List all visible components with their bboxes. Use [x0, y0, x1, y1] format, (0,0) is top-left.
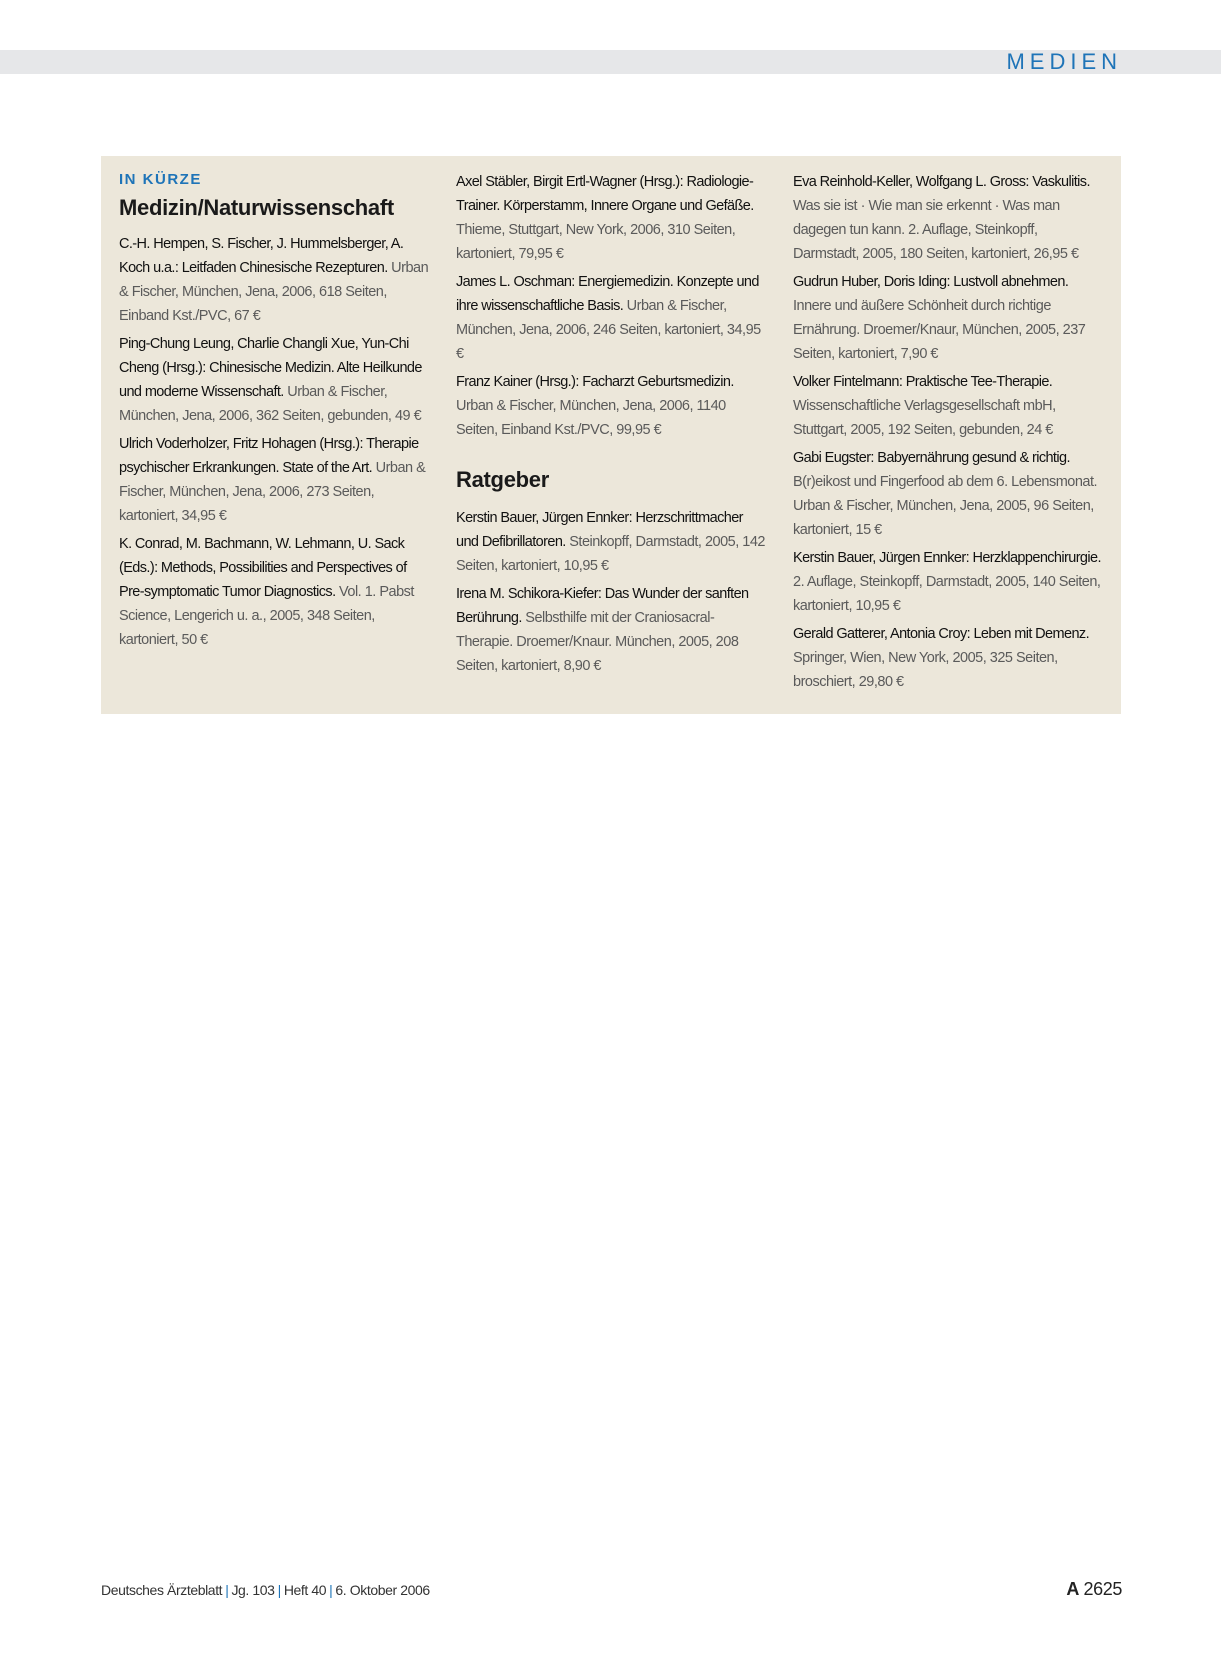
entry-details: 2. Auflage, Steinkopff, Darmstadt, 2005, 140 Seiten, kartoniert, 10,95 €: [793, 574, 1101, 614]
entry-title: C.-H. Hempen, S. Fischer, J. Hummelsberger, A. Koch u.a.: Leitfaden Chinesische Rezepturen.: [119, 236, 404, 276]
entry-list: [456, 506, 766, 678]
entry-title: James L. Oschman: Energiemedizin. Konzepte und ihre wissenschaftliche Basis.: [456, 274, 759, 314]
separator: |: [225, 1582, 229, 1598]
entry-list: [456, 170, 766, 442]
book-entry: [456, 270, 766, 366]
section-label: MEDIEN: [1006, 49, 1122, 74]
entry-details: Urban & Fischer, München, Jena, 2006, 1140 Seiten, Einband Kst./PVC, 99,95 €: [456, 398, 726, 438]
book-entry: [793, 546, 1103, 618]
entry-details: Vol. 1. Pabst Science, Lengerich u. a., 2005, 348 Seiten, kartoniert, 50 €: [119, 584, 414, 648]
separator: |: [277, 1582, 281, 1598]
entry-details: Steinkopff, Darmstadt, 2005, 142 Seiten, kartoniert, 10,95 €: [456, 534, 765, 574]
entry-title: Kerstin Bauer, Jürgen Ennker: Herzklappenchirurgie.: [793, 550, 1101, 566]
book-entry: [456, 582, 766, 678]
entry-details: Selbsthilfe mit der Craniosacral-Therapie. Droemer/Knaur. München, 2005, 208 Seiten, kartoniert, 8,90 €: [456, 610, 739, 674]
entry-title: Gabi Eugster: Babyernährung gesund & richtig.: [793, 450, 1070, 466]
book-entry: [793, 170, 1103, 266]
book-entry: [119, 232, 429, 328]
book-entry: [793, 270, 1103, 366]
entry-title: Ulrich Voderholzer, Fritz Hohagen (Hrsg.): Therapie psychischer Erkrankungen. State of the Art.: [119, 436, 419, 476]
heading-ratgeber: Ratgeber: [456, 467, 549, 492]
entry-details: Wissenschaftliche Verlagsgesellschaft mbH, Stuttgart, 2005, 192 Seiten, gebunden, 24 €: [793, 398, 1056, 438]
box-kicker: IN KÜRZE: [119, 171, 202, 188]
entry-title: Ping-Chung Leung, Charlie Changli Xue, Yun-Chi Cheng (Hrsg.): Chinesische Medizin. Alte Heilkunde und moderne Wissenschaft.: [119, 336, 422, 400]
entry-title: Kerstin Bauer, Jürgen Ennker: Herzschrittmacher und Defibrillatoren.: [456, 510, 743, 550]
entry-details: Thieme, Stuttgart, New York, 2006, 310 Seiten, kartoniert, 79,95 €: [456, 222, 736, 262]
page-number-value: 2625: [1083, 1579, 1122, 1599]
column-1: [119, 170, 429, 656]
entry-title: Gudrun Huber, Doris Iding: Lustvoll abnehmen.: [793, 274, 1069, 290]
entry-title: Eva Reinhold-Keller, Wolfgang L. Gross: Vaskulitis.: [793, 174, 1090, 190]
book-entry: [456, 170, 766, 266]
journal-name: Deutsches Ärzteblatt: [101, 1582, 223, 1598]
book-entry: [456, 506, 766, 578]
entry-title: K. Conrad, M. Bachmann, W. Lehmann, U. Sack (Eds.): Methods, Possibilities and Perspectives of Pre-symptomatic Tumor Diagnostics.: [119, 536, 407, 600]
page-prefix: A: [1066, 1579, 1079, 1599]
entry-details: Urban & Fischer, München, Jena, 2006, 246 Seiten, kartoniert, 34,95 €: [456, 298, 761, 362]
entry-list: [119, 232, 429, 652]
issue: Heft 40: [283, 1582, 327, 1598]
book-entry: [119, 332, 429, 428]
column-3: [793, 170, 1103, 698]
book-entry: [456, 370, 766, 442]
footer-citation: [101, 1580, 430, 1600]
entry-details: Urban & Fischer, München, Jena, 2006, 618 Seiten, Einband Kst./PVC, 67 €: [119, 260, 429, 324]
separator: |: [329, 1582, 333, 1598]
entry-title: Gerald Gatterer, Antonia Croy: Leben mit Demenz.: [793, 626, 1089, 642]
in-kuerze-box: [101, 156, 1121, 714]
entry-title: Volker Fintelmann: Praktische Tee-Therapie.: [793, 374, 1053, 390]
entry-title: Franz Kainer (Hrsg.): Facharzt Geburtsmedizin.: [456, 374, 734, 390]
entry-details: Innere und äußere Schönheit durch richtige Ernährung. Droemer/Knaur, München, 2005, 237 Seiten, kartoniert, 7,90 €: [793, 298, 1086, 362]
book-entry: [793, 622, 1103, 694]
heading-medizin: Medizin/Naturwissenschaft: [119, 195, 394, 220]
book-entry: [119, 532, 429, 652]
entry-title: Axel Stäbler, Birgit Ertl-Wagner (Hrsg.): Radiologie-Trainer. Körperstamm, Innere Organe und Gefäße.: [456, 174, 754, 214]
entry-details: Springer, Wien, New York, 2005, 325 Seiten, broschiert, 29,80 €: [793, 650, 1058, 690]
book-entry: [119, 432, 429, 528]
volume: Jg. 103: [231, 1582, 275, 1598]
page-number: [1066, 1577, 1122, 1601]
entry-details: Urban & Fischer, München, Jena, 2006, 362 Seiten, gebunden, 49 €: [119, 384, 422, 424]
entry-details: Urban & Fischer, München, Jena, 2006, 273 Seiten, kartoniert, 34,95 €: [119, 460, 426, 524]
column-2: [456, 170, 766, 682]
entry-list: [793, 170, 1103, 694]
entry-details: B(r)eikost und Fingerfood ab dem 6. Lebensmonat. Urban & Fischer, München, Jena, 2005, 96 Seiten, kartoniert, 15 €: [793, 474, 1098, 538]
book-entry: [793, 446, 1103, 542]
entry-title: Irena M. Schikora-Kiefer: Das Wunder der sanften Berührung.: [456, 586, 749, 626]
issue-date: 6. Oktober 2006: [335, 1582, 430, 1598]
entry-details: Was sie ist · Wie man sie erkennt · Was man dagegen tun kann. 2. Auflage, Steinkopff, Darmstadt, 2005, 180 Seiten, kartoniert, 26,95 €: [793, 198, 1079, 262]
book-entry: [793, 370, 1103, 442]
